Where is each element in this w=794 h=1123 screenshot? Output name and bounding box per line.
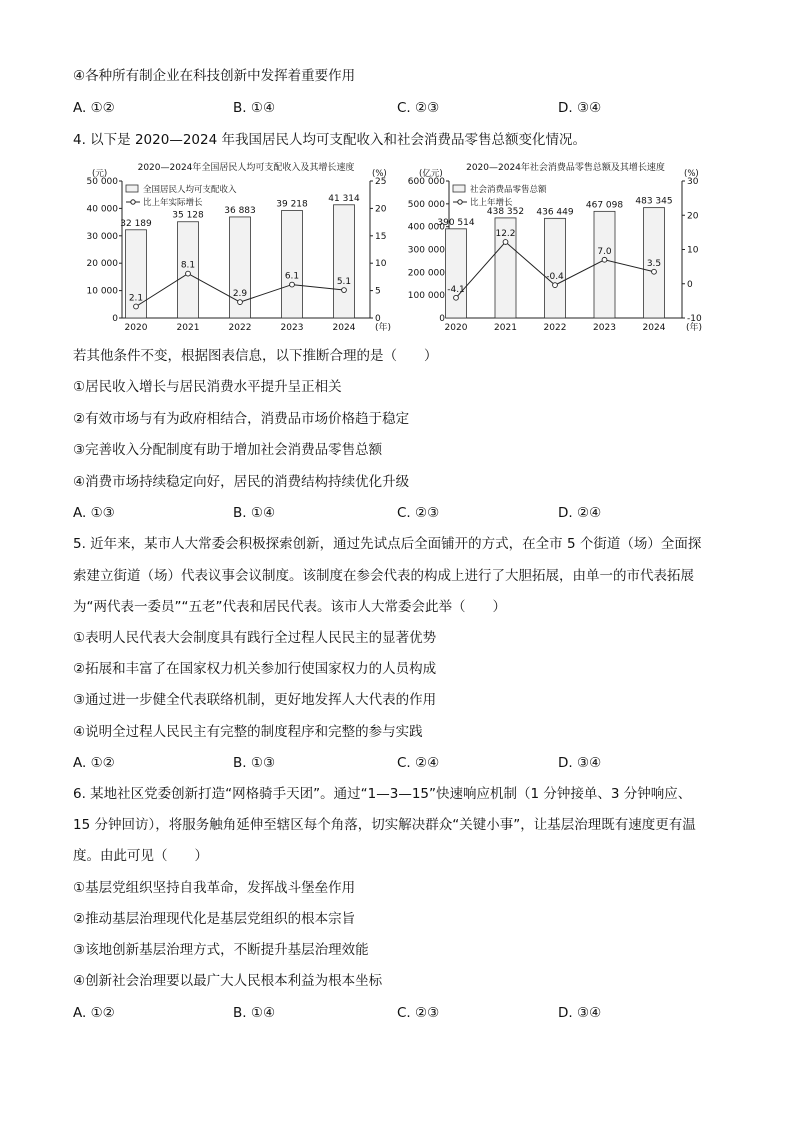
growth-value-label: 7.0	[597, 246, 612, 257]
growth-point	[238, 300, 243, 305]
q6-item-3: ③该地创新基层治理方式，不断提升基层治理效能	[73, 942, 369, 958]
x-tick-label: 2021	[176, 323, 200, 333]
growth-point	[186, 271, 191, 276]
bar-value-label: 36 883	[224, 205, 256, 216]
q4-item-2: ②有效市场与有为政府相结合，消费品市场价格趋于稳定	[73, 411, 410, 427]
q6-stem-line-2: 15 分钟回访），将服务触角延伸至辖区每个角落，切实解决群众“关键小事”，让基层治理既有速度更有温	[73, 817, 696, 833]
q3-option-d[interactable]: D. ③④	[558, 100, 602, 116]
legend-line-marker	[131, 200, 135, 204]
y-tick-label-left: 300 000	[407, 245, 445, 256]
q5-item-1: ①表明人民代表大会制度具有践行全过程人民民主的显著优势	[73, 630, 437, 646]
q3-item-4: ④各种所有制企业在科技创新中发挥着重要作用	[73, 68, 356, 84]
y-tick-label-left: 400 000	[407, 222, 445, 233]
q6-options	[73, 1003, 733, 1023]
q3-options	[73, 98, 733, 118]
q6-option-b[interactable]: B. ①④	[233, 1005, 276, 1021]
y-tick-label-left: 50 000	[86, 177, 118, 187]
growth-point	[503, 240, 508, 245]
bar	[446, 229, 467, 318]
growth-value-label: 5.1	[336, 277, 352, 288]
legend-bar-swatch	[126, 185, 138, 192]
y-tick-label-right: 0	[375, 314, 381, 324]
growth-value-label: -0.4	[546, 272, 564, 283]
q6-stem-line-1: 6. 某地社区党委创新打造“网格骑手天团”。通过“1—3—15”快速响应机制（1 分钟接单、3 分钟响应、	[73, 786, 692, 802]
bar-value-label: 483 345	[635, 196, 673, 207]
bar-value-label: 32 189	[120, 218, 152, 229]
y-tick-label-right: 10	[687, 245, 699, 256]
y-tick-label-right: 30	[687, 177, 699, 187]
q6-item-1: ①基层党组织坚持自我革命，发挥战斗堡垒作用	[73, 880, 356, 896]
x-tick-label: 2020	[124, 323, 148, 333]
y-tick-label-left: 40 000	[86, 204, 118, 215]
growth-point	[290, 282, 295, 287]
growth-point	[652, 269, 657, 274]
y-tick-label-left: 0	[112, 314, 118, 324]
q6-option-a[interactable]: A. ①②	[73, 1005, 115, 1021]
growth-value-label: 2.9	[232, 289, 248, 300]
bar-value-label: 390 514	[437, 217, 475, 228]
growth-point	[553, 283, 558, 288]
x-tick-label: 2022	[543, 323, 567, 333]
q6-option-c[interactable]: C. ②③	[397, 1005, 440, 1021]
y-tick-label-left: 20 000	[86, 259, 118, 270]
growth-value-label: 6.1	[284, 271, 300, 282]
q4-options	[73, 503, 733, 523]
chart-title: 2020—2024年社会消费品零售总额及其增长速度	[466, 163, 665, 173]
legend-bar-label: 社会消费品零售总额	[470, 185, 547, 195]
bar	[545, 218, 566, 318]
q5-stem-line-1: 5. 近年来，某市人大常委会积极探索创新，通过先试点后全面铺开的方式，在全市 5 个街道（场）全面探	[73, 536, 702, 552]
q4-option-c[interactable]: C. ②③	[397, 505, 440, 521]
q4-item-3: ③完善收入分配制度有助于增加社会消费品零售总额	[73, 442, 383, 458]
y-tick-label-right: 0	[687, 279, 693, 290]
y-unit-right: (%)	[372, 169, 387, 179]
q5-item-4: ④说明全过程人民民主有完整的制度程序和完整的参与实践	[73, 724, 423, 740]
y-tick-label-left: 600 000	[407, 177, 445, 187]
x-tick-label: 2024	[642, 323, 666, 333]
y-tick-label-right: -10	[687, 314, 702, 324]
bar-value-label: 39 218	[276, 199, 308, 210]
q6-item-2: ②推动基层治理现代化是基层党组织的根本宗旨	[73, 911, 356, 927]
y-tick-label-right: 20	[687, 211, 699, 222]
y-tick-label-right: 5	[375, 286, 381, 297]
growth-point	[342, 288, 347, 293]
y-tick-label-left: 10 000	[86, 286, 118, 297]
growth-point	[134, 304, 139, 309]
y-tick-label-left: 30 000	[86, 231, 118, 242]
x-tick-label: 2023	[280, 323, 304, 333]
q4-question: 若其他条件不变，根据图表信息，以下推断合理的是（ ）	[73, 348, 438, 364]
y-tick-label-left: 200 000	[407, 268, 445, 279]
growth-value-label: 12.2	[495, 228, 516, 239]
income-chart	[72, 156, 400, 336]
q5-stem-line-3: 为“两代表一委员”“五老”代表和居民代表。该市人大常委会此举（ ）	[73, 599, 506, 615]
q5-item-3: ③通过进一步健全代表联络机制，更好地发挥人大代表的作用	[73, 692, 437, 708]
bar	[282, 211, 303, 318]
q5-option-a[interactable]: A. ①②	[73, 755, 115, 771]
q4-option-d[interactable]: D. ②④	[558, 505, 602, 521]
q6-option-d[interactable]: D. ③④	[558, 1005, 602, 1021]
q5-option-c[interactable]: C. ②④	[397, 755, 440, 771]
y-tick-label-right: 15	[375, 231, 387, 242]
legend-line-marker	[458, 200, 462, 204]
bar	[334, 205, 355, 318]
y-unit-right: (%)	[684, 169, 699, 179]
x-tick-label: 2024	[332, 323, 356, 333]
q4-stem: 4. 以下是 2020—2024 年我国居民人均可支配收入和社会消费品零售总额变化情况。	[73, 132, 586, 148]
growth-value-label: 2.1	[128, 293, 144, 304]
growth-value-label: 3.5	[646, 258, 662, 269]
x-tick-label: 2020	[444, 323, 468, 333]
growth-value-label: 8.1	[180, 260, 196, 271]
y-unit-left: (元)	[92, 169, 108, 179]
y-unit-left: (亿元)	[419, 169, 443, 179]
legend-line-label: 比上年增长	[470, 198, 513, 208]
q4-item-1: ①居民收入增长与居民消费水平提升呈正相关	[73, 379, 342, 395]
q5-options	[73, 753, 733, 773]
x-tick-label: 2021	[494, 323, 517, 333]
growth-value-label: -4.1	[447, 284, 465, 295]
q4-option-b[interactable]: B. ①④	[233, 505, 276, 521]
bar-value-label: 41 314	[328, 193, 360, 204]
q5-stem-line-2: 索建立街道（场）代表议事会议制度。该制度在参会代表的构成上进行了大胆拓展，由单一的市代表拓展	[73, 568, 694, 584]
x-unit: (年)	[375, 323, 392, 333]
legend-line-label: 比上年实际增长	[143, 198, 203, 208]
bar-value-label: 436 449	[536, 207, 574, 218]
q3-option-b[interactable]: B. ①④	[233, 100, 276, 116]
q6-stem-line-3: 度。由此可见（ ）	[73, 848, 208, 864]
q4-item-4: ④消费市场持续稳定向好，居民的消费结构持续优化升级	[73, 474, 410, 490]
x-unit: (年)	[686, 323, 703, 333]
q6-item-4: ④创新社会治理要以最广大人民根本利益为根本坐标	[73, 973, 383, 989]
chart-title: 2020—2024年全国居民人均可支配收入及其增长速度	[137, 163, 355, 173]
legend-bar-swatch	[453, 185, 465, 192]
y-tick-label-left: 0	[439, 314, 445, 324]
x-tick-label: 2022	[228, 323, 252, 333]
q3-option-c[interactable]: C. ②③	[397, 100, 440, 116]
q5-option-b[interactable]: B. ①③	[233, 755, 276, 771]
legend-bar-label: 全国居民人均可支配收入	[143, 185, 237, 195]
bar-value-label: 35 128	[172, 210, 204, 221]
y-tick-label-right: 20	[375, 204, 387, 215]
q5-item-2: ②拓展和丰富了在国家权力机关参加行使国家权力的人员构成	[73, 661, 437, 677]
bar-value-label: 467 098	[585, 200, 624, 211]
y-tick-label-left: 100 000	[407, 291, 445, 302]
x-tick-label: 2023	[593, 323, 616, 333]
y-tick-label-left: 500 000	[407, 199, 445, 210]
retail-sales-chart	[398, 156, 728, 336]
bar-value-label: 438 352	[486, 206, 525, 217]
y-tick-label-right: 25	[375, 177, 387, 187]
q5-option-d[interactable]: D. ③④	[558, 755, 602, 771]
q4-option-a[interactable]: A. ①③	[73, 505, 115, 521]
growth-point	[602, 257, 607, 262]
y-tick-label-right: 10	[375, 259, 387, 270]
q3-option-a[interactable]: A. ①②	[73, 100, 115, 116]
bar	[594, 211, 615, 318]
growth-point	[454, 295, 459, 300]
